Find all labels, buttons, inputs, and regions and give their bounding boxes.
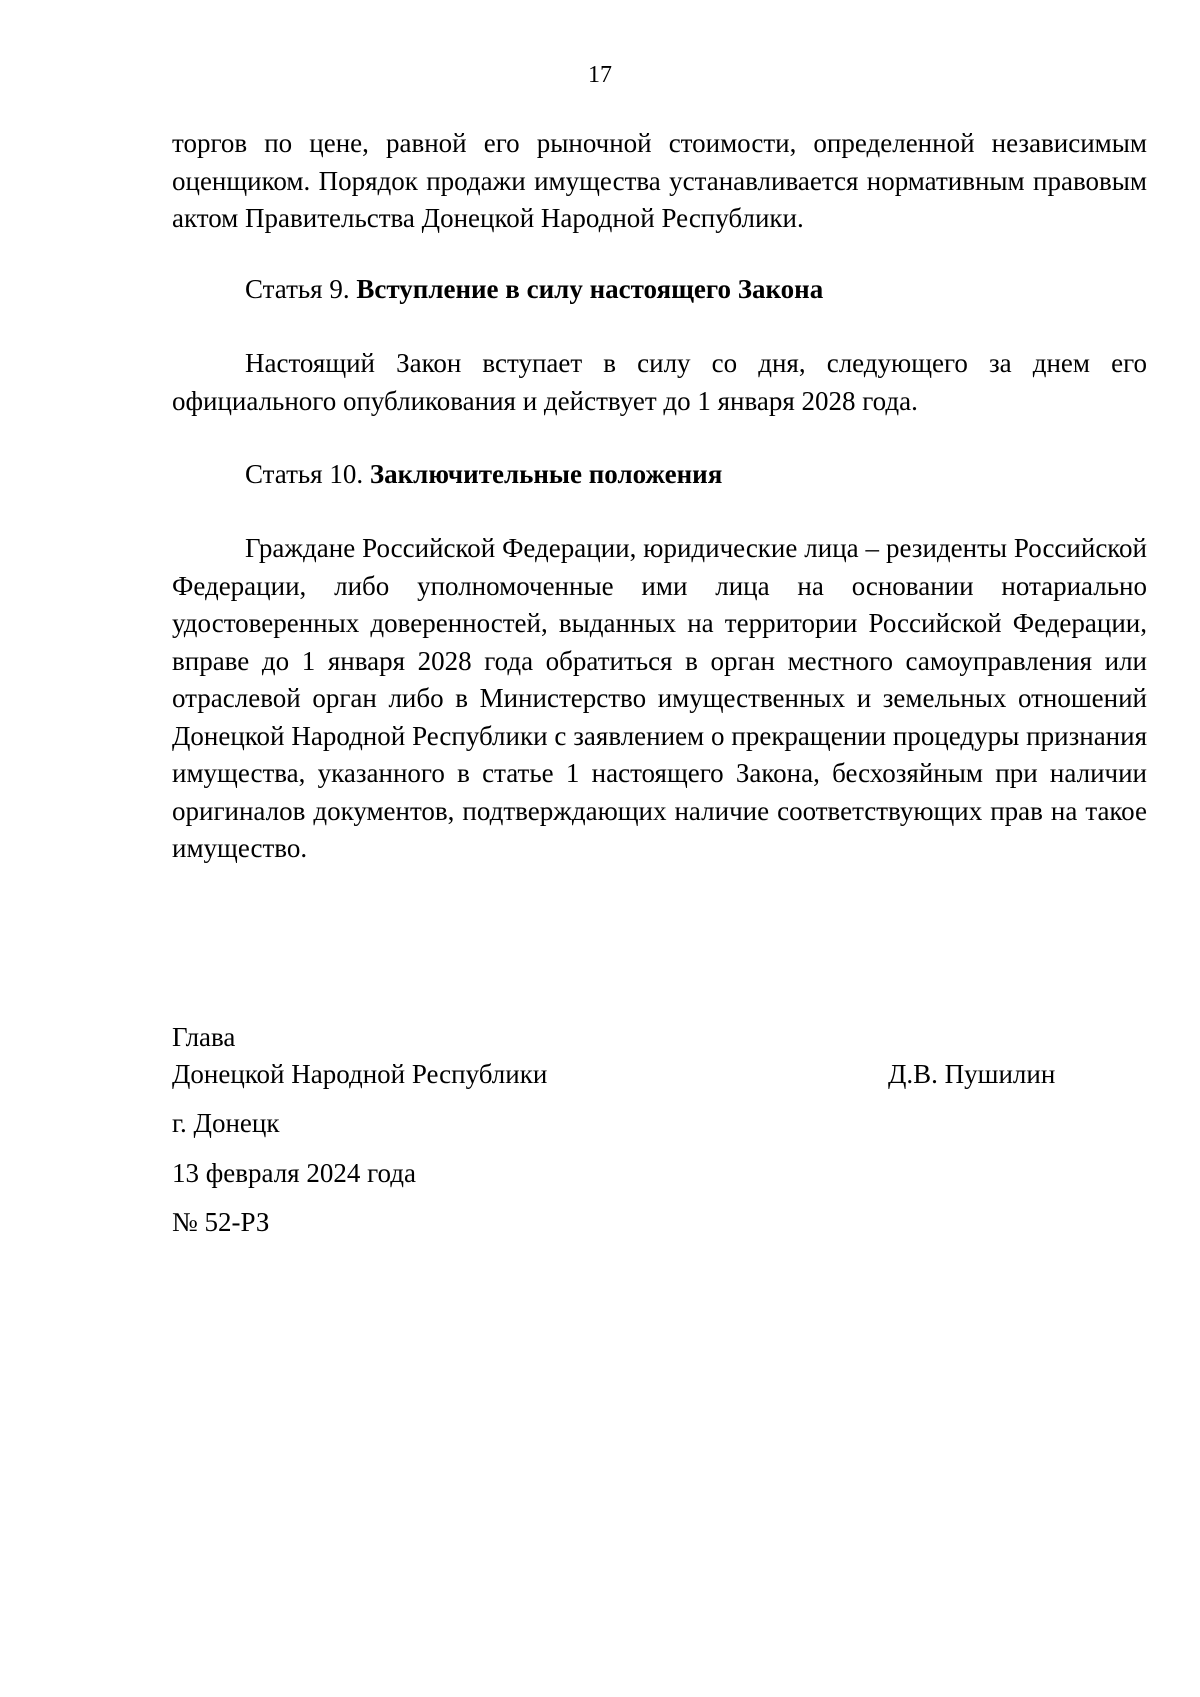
signature-date: 13 февраля 2024 года bbox=[172, 1158, 416, 1188]
signature-city: г. Донецк bbox=[172, 1108, 280, 1138]
article-10-label: Статья 10. bbox=[245, 459, 370, 489]
continuation-section bbox=[172, 125, 1147, 238]
continuation-paragraph: торгов по цене, равной его рыночной стоимости, определенной независимым оценщиком. Порядок продажи имущества устанавливается нормативным правовым актом Правительства Донецкой Народной Республики. bbox=[172, 128, 1147, 233]
article-9-body-section bbox=[172, 345, 1147, 420]
signature-name: Д.В. Пушилин bbox=[888, 1059, 1056, 1089]
article-9-section bbox=[172, 271, 1147, 309]
article-10-body: Граждане Российской Федерации, юридические лица – резиденты Российской Федерации, либо уполномоченные ими лица на основании нотариально удостоверенных доверенностей, выданных на территории Российской Федерации, вправе до 1 января 2028 года обратиться в орган местного самоуправления или отраслевой орган либо в Министерство имущественных и земельных отношений Донецкой Народной Республики с заявлением о прекращении процедуры признания имущества, указанного в статье 1 настоящего Закона, бесхозяйным при наличии оригиналов документов, подтверждающих наличие соответствующих прав на такое имущество. bbox=[172, 533, 1147, 863]
signature-position-line-2: Донецкой Народной Республики bbox=[172, 1059, 548, 1089]
article-9-label: Статья 9. bbox=[245, 274, 357, 304]
article-10-title: Заключительные положения bbox=[369, 459, 723, 489]
article-9-title: Вступление в силу настоящего Закона bbox=[356, 274, 824, 304]
signature-position-line-1: Глава bbox=[172, 1022, 236, 1052]
page-number: 17 bbox=[588, 62, 612, 88]
article-9-heading bbox=[172, 271, 1147, 309]
article-10-section bbox=[172, 456, 1147, 494]
article-9-body: Настоящий Закон вступает в силу со дня, следующего за днем его официального опубликования и действует до 1 января 2028 года. bbox=[172, 348, 1147, 416]
article-10-body-section bbox=[172, 530, 1147, 868]
article-10-heading bbox=[172, 456, 1147, 494]
law-number: № 52-РЗ bbox=[172, 1207, 270, 1237]
